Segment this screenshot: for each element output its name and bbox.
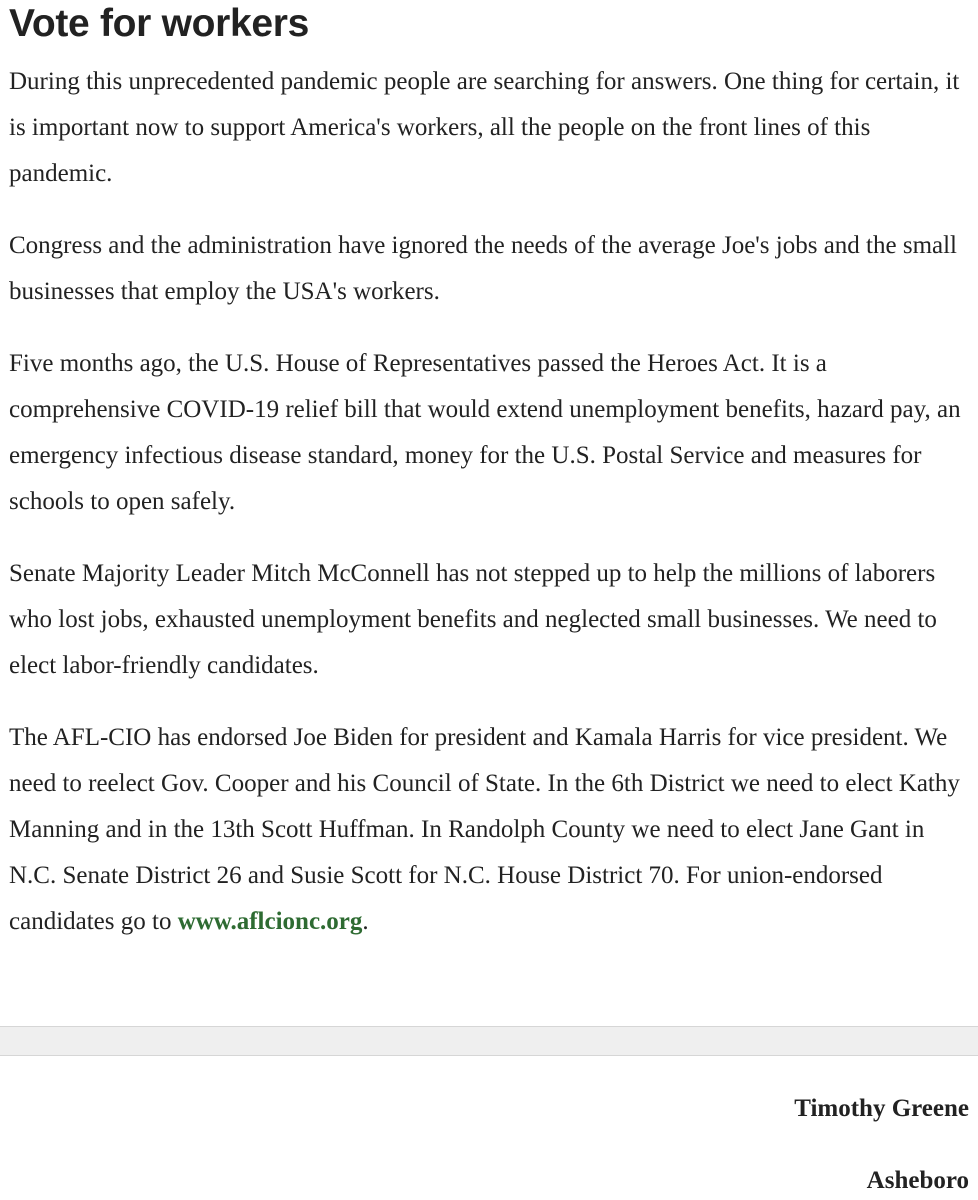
article-body: [9, 59, 969, 945]
paragraph-1: During this unprecedented pandemic people are searching for answers. One thing for certain, it is important now to support America's workers, all the people on the front lines of this pandemic.: [9, 68, 960, 187]
paragraph-5-text: The AFL-CIO has endorsed Joe Biden for president and Kamala Harris for vice president. We need to reelect Gov. Cooper and his Council of State. In the 6th District we need to elect Kathy Manning and in the 13th Scott Huffman. In Randolph County we need to elect Jane Gant in N.C. Senate District 26 and Susie Scott for N.C. House District 70. For union-endorsed candidates go to: [9, 724, 960, 935]
paragraph-2: Congress and the administration have ignored the needs of the average Joe's jobs and the small businesses that employ the USA's workers.: [9, 232, 957, 305]
author-location: Asheboro: [866, 1167, 969, 1194]
article: [9, 0, 969, 971]
article-title: Vote for workers: [9, 2, 310, 45]
paragraph-5: [9, 715, 969, 945]
author-name: Timothy Greene: [794, 1095, 969, 1122]
paragraph-3: Five months ago, the U.S. House of Representatives passed the Heroes Act. It is a comprehensive COVID-19 relief bill that would extend unemployment benefits, hazard pay, an emergency infectious disease standard, money for the U.S. Postal Service and measures for schools to open safely.: [9, 350, 961, 515]
aflcionc-link[interactable]: www.aflcionc.org: [177, 908, 363, 935]
paragraph-5-suffix: .: [362, 908, 369, 935]
paragraph-4: Senate Majority Leader Mitch McConnell has not stepped up to help the millions of laborers who lost jobs, exhausted unemployment benefits and neglected small businesses. We need to elect labor-friendly candidates.: [9, 560, 937, 679]
section-divider: [0, 1026, 978, 1056]
